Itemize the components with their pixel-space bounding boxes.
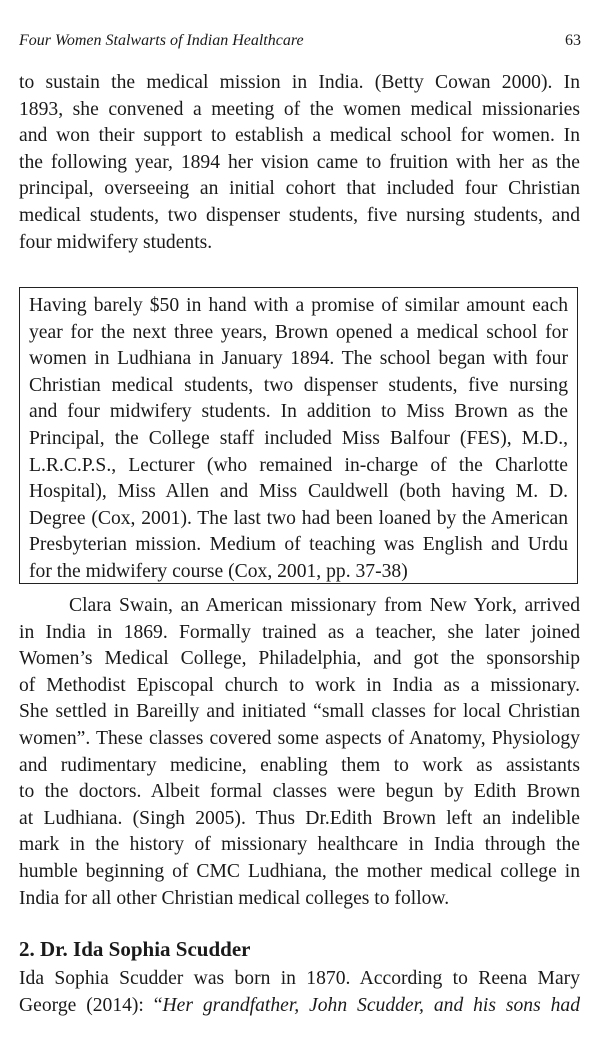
text-line: for the midwifery course (Cox, 2001, pp. 37-38) xyxy=(29,560,408,582)
text-line: and won their support to establish a medical school for women. In xyxy=(19,125,580,147)
page-number: 63 xyxy=(565,32,581,49)
text-line: and four midwifery students. In addition to Miss Brown as the xyxy=(29,401,568,423)
text-line: Degree (Cox, 2001). The last two had been loaned by the American xyxy=(29,507,568,529)
text-roman: George (2014): “ xyxy=(19,994,163,1016)
paragraph-3 xyxy=(19,966,580,1019)
text-line: India for all other Christian medical colleges to follow. xyxy=(19,887,450,909)
quote-box xyxy=(19,287,578,584)
text-line: L.R.C.P.S., Lecturer (who remained in-charge of the Charlotte xyxy=(29,454,568,476)
text-line: medical students, two dispenser students, five nursing students, and xyxy=(19,204,580,226)
text-line: Christian medical students, two dispenser students, five nursing xyxy=(29,374,568,396)
text-line: Women’s Medical College, Philadelphia, and got the sponsorship xyxy=(19,648,580,670)
text-line: Principal, the College staff included Miss Balfour (FES), M.D., xyxy=(29,427,568,449)
text-line: to sustain the medical mission in India. (Betty Cowan 2000). In xyxy=(19,72,580,93)
text-line: at Ludhiana. (Singh 2005). Thus Dr.Edith Brown left an indelible xyxy=(19,807,580,829)
text-line: mark in the history of missionary healthcare in India through the xyxy=(19,834,580,856)
text-line: and rudimentary medicine, enabling them to work as assistants xyxy=(19,754,580,776)
text-line: Hospital), Miss Allen and Miss Cauldwell (both having M. D. xyxy=(29,481,568,503)
section-heading: 2. Dr. Ida Sophia Scudder xyxy=(19,937,251,961)
text-line: 1893, she convened a meeting of the women medical missionaries xyxy=(19,98,580,120)
text-line: in India in 1869. Formally trained as a teacher, she later joined xyxy=(19,621,580,643)
text-line: Presbyterian mission. Medium of teaching was English and Urdu xyxy=(29,534,568,556)
quoted-text-italic: Her grandfather, John Scudder, and his sons had xyxy=(162,994,580,1016)
text-line: Ida Sophia Scudder was born in 1870. According to Reena Mary xyxy=(19,968,580,989)
text-line: women”. These classes covered some aspects of Anatomy, Physiology xyxy=(19,727,580,749)
running-head xyxy=(19,32,581,56)
text-line: principal, overseeing an initial cohort that included four Christian xyxy=(19,178,580,200)
text-line: humble beginning of CMC Ludhiana, the mother medical college in xyxy=(19,860,580,882)
text-line: women in Ludhiana in January 1894. The school began with four xyxy=(29,348,568,370)
paragraph-2 xyxy=(19,593,580,912)
running-head-title: Four Women Stalwarts of Indian Healthcare xyxy=(19,32,304,49)
text-line: year for the next three years, Brown opened a medical school for xyxy=(29,321,568,343)
paragraph-1 xyxy=(19,70,580,256)
text-line: She settled in Bareilly and initiated “small classes for local Christian xyxy=(19,701,580,723)
quote-text xyxy=(29,293,568,586)
text-line: the following year, 1894 her vision came to fruition with her as the xyxy=(19,151,580,173)
text-line: to the doctors. Albeit formal classes were begun by Edith Brown xyxy=(19,781,580,803)
text-line: Having barely $50 in hand with a promise of similar amount each xyxy=(29,295,568,316)
text-line: four midwifery students. xyxy=(19,231,213,253)
text-line xyxy=(19,993,580,1020)
text-line: Clara Swain, an American missionary from New York, arrived xyxy=(69,595,580,616)
text-line: of Methodist Episcopal church to work in India as a missionary. xyxy=(19,674,580,696)
